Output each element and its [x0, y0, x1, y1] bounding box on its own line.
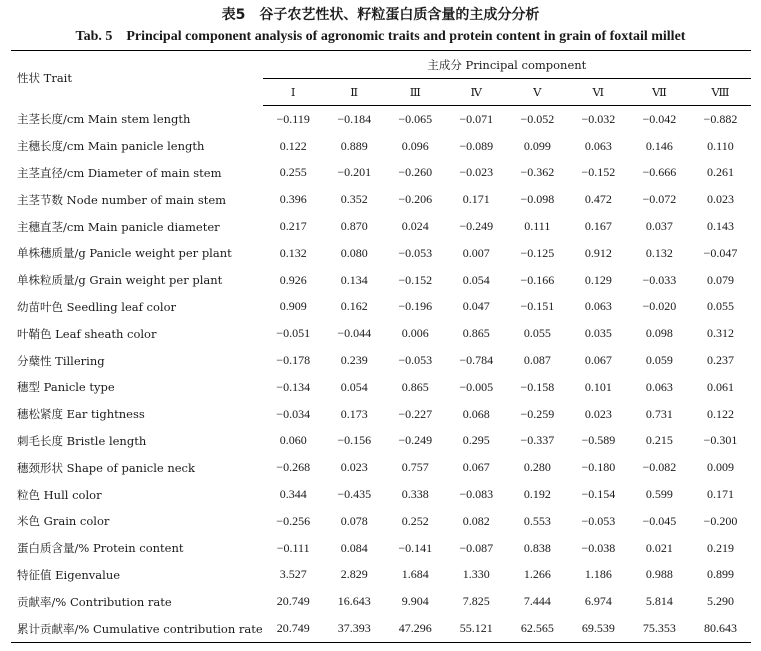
cell-value: 0.171 — [462, 192, 490, 207]
cell-value: 0.146 — [645, 138, 673, 153]
cell-value: −0.337 — [520, 433, 555, 448]
cell-value: 0.167 — [584, 219, 612, 234]
cell-value: −0.044 — [337, 326, 372, 341]
cell-value: 0.023 — [706, 192, 734, 207]
cell-value: −0.020 — [642, 299, 677, 314]
cell-value: 7.825 — [462, 594, 490, 609]
cell-value: 0.078 — [340, 513, 368, 528]
cell-value: 0.122 — [706, 406, 734, 421]
row-label: 刺毛长度 Bristle length — [17, 433, 147, 448]
pca-table — [11, 50, 751, 643]
cell-value: 0.060 — [279, 433, 307, 448]
cell-value: 1.684 — [401, 567, 429, 582]
cell-value: 0.239 — [340, 353, 368, 368]
cell-value: 6.974 — [584, 594, 612, 609]
cell-value: 0.171 — [706, 487, 734, 502]
cell-value: −0.005 — [459, 379, 494, 394]
cell-value: −0.111 — [276, 540, 310, 555]
cell-value: 5.814 — [645, 594, 673, 609]
cell-value: −0.053 — [398, 245, 433, 260]
cell-value: 62.565 — [507, 615, 568, 642]
cell-value: 0.192 — [523, 487, 551, 502]
cell-value: −0.249 — [398, 433, 433, 448]
cell-value: 0.079 — [706, 272, 734, 287]
cell-value: −0.882 — [703, 111, 738, 126]
cell-value: −0.082 — [642, 460, 677, 475]
cell-value: 0.059 — [645, 353, 673, 368]
cell-value: −0.134 — [276, 379, 311, 394]
cell-value: 0.035 — [584, 326, 612, 341]
cell-value: 0.912 — [584, 245, 612, 260]
cell-value: 2.829 — [340, 567, 368, 582]
cell-value: 0.080 — [340, 245, 368, 260]
row-label: 特征值 Eigenvalue — [17, 567, 121, 582]
cell-value: −0.201 — [337, 165, 372, 180]
cell-value: 0.889 — [340, 138, 368, 153]
cell-value: −0.033 — [642, 272, 677, 287]
table-row — [11, 454, 751, 481]
table-title-chinese: 表5 谷子农艺性状、籽粒蛋白质含量的主成分分析 — [221, 7, 540, 23]
cell-value: −0.268 — [276, 460, 311, 475]
cell-value: 9.904 — [401, 594, 429, 609]
cell-value: −0.227 — [398, 406, 433, 421]
row-label: 主茎节数 Node number of main stem — [17, 192, 227, 207]
cell-value: 20.749 — [263, 615, 324, 642]
cell-value: −0.047 — [703, 245, 738, 260]
cell-value: 0.006 — [401, 326, 429, 341]
cell-value: 0.055 — [523, 326, 551, 341]
cell-value: 0.219 — [706, 540, 734, 555]
row-label: 穗型 Panicle type — [17, 380, 115, 395]
cell-value: −0.051 — [276, 326, 311, 341]
cell-value: −0.151 — [520, 299, 555, 314]
cell-value: 5.290 — [706, 594, 734, 609]
row-label: 累计贡献率/% Cumulative contribution rate — [11, 615, 263, 642]
cell-value: 0.087 — [523, 353, 551, 368]
cell-value: −0.180 — [581, 460, 616, 475]
table-row — [11, 106, 751, 133]
cell-value: 0.122 — [279, 138, 307, 153]
cell-value: 0.162 — [340, 299, 368, 314]
cell-value: 0.129 — [584, 272, 612, 287]
cell-value: 0.338 — [401, 487, 429, 502]
row-label: 主茎直径/cm Diameter of main stem — [17, 165, 222, 180]
table-body — [11, 106, 751, 643]
cell-value: 0.054 — [462, 272, 490, 287]
cell-value: 0.082 — [462, 513, 490, 528]
cell-value: 0.865 — [462, 326, 490, 341]
cell-value: 0.865 — [401, 379, 429, 394]
table-row — [11, 267, 751, 294]
cell-value: 0.067 — [462, 460, 490, 475]
cell-value: −0.152 — [398, 272, 433, 287]
cell-value: −0.260 — [398, 165, 433, 180]
cell-value: 16.643 — [337, 594, 371, 609]
row-label: 单株粒质量/g Grain weight per plant — [17, 273, 223, 288]
row-label: 穗松紧度 Ear tightness — [17, 407, 145, 422]
cell-value: −0.071 — [459, 111, 494, 126]
cell-value: −0.184 — [337, 111, 372, 126]
cell-value: 0.084 — [340, 540, 368, 555]
row-label: 主穗长度/cm Main panicle length — [17, 139, 205, 154]
cell-value: 0.061 — [706, 379, 734, 394]
table-title-english: Tab. 5 Principal component analysis of agronomic traits and protein content in grain of foxtail millet — [75, 29, 686, 44]
table-row — [11, 160, 751, 187]
cell-value: −0.023 — [459, 165, 494, 180]
table-row — [11, 213, 751, 240]
cell-value: 0.037 — [645, 219, 673, 234]
row-label: 叶鞘色 Leaf sheath color — [17, 326, 157, 341]
component-header-2: Ⅱ — [324, 79, 385, 106]
cell-value: 0.295 — [462, 433, 490, 448]
cell-value: −0.034 — [276, 406, 311, 421]
cell-value: 0.096 — [401, 138, 429, 153]
cell-value: 0.055 — [706, 299, 734, 314]
table-row — [11, 428, 751, 455]
table-row — [11, 374, 751, 401]
cell-value: −0.249 — [459, 219, 494, 234]
cell-value: 0.838 — [523, 540, 551, 555]
table-row — [11, 294, 751, 321]
cell-value: 0.909 — [279, 299, 307, 314]
row-label: 蛋白质含量/% Protein content — [17, 541, 184, 556]
cell-value: 0.217 — [279, 219, 307, 234]
row-label: 贡献率/% Contribution rate — [17, 594, 172, 609]
cell-value: 0.023 — [584, 406, 612, 421]
cell-value: 0.134 — [340, 272, 368, 287]
cell-value: −0.053 — [398, 353, 433, 368]
cell-value: −0.435 — [337, 487, 372, 502]
cell-value: 0.101 — [584, 379, 612, 394]
cell-value: 0.132 — [645, 245, 673, 260]
cell-value: 0.047 — [462, 299, 490, 314]
cell-value: −0.666 — [642, 165, 677, 180]
cell-value: 0.553 — [523, 513, 551, 528]
cell-value: 0.312 — [706, 326, 734, 341]
cell-value: 0.173 — [340, 406, 368, 421]
row-label: 米色 Grain color — [17, 514, 110, 529]
component-header-1: Ⅰ — [263, 79, 324, 106]
table-row — [11, 508, 751, 535]
cell-value: 0.926 — [279, 272, 307, 287]
table-row — [11, 186, 751, 213]
cell-value: −0.784 — [459, 353, 494, 368]
cell-value: 0.870 — [340, 219, 368, 234]
table-row — [11, 481, 751, 508]
table-row — [11, 401, 751, 428]
cell-value: −0.152 — [581, 165, 616, 180]
table-row — [11, 320, 751, 347]
cell-value: 69.539 — [568, 615, 629, 642]
cell-value: −0.259 — [520, 406, 555, 421]
cell-value: −0.119 — [276, 111, 310, 126]
cell-value: 0.757 — [401, 460, 429, 475]
cell-value: 0.099 — [523, 138, 551, 153]
cell-value: 1.266 — [523, 567, 551, 582]
cell-value: 0.132 — [279, 245, 307, 260]
row-label: 粒色 Hull color — [17, 487, 102, 502]
cell-value: −0.098 — [520, 192, 555, 207]
cell-value: −0.045 — [642, 513, 677, 528]
cell-value: 0.988 — [645, 567, 673, 582]
row-label: 幼苗叶色 Seedling leaf color — [17, 299, 177, 314]
table-row — [11, 535, 751, 562]
cell-value: −0.196 — [398, 299, 433, 314]
cell-value: 0.021 — [645, 540, 673, 555]
cell-value: 0.068 — [462, 406, 490, 421]
cell-value: 20.749 — [276, 594, 310, 609]
component-header-8: Ⅷ — [690, 79, 751, 106]
cell-value: 0.143 — [706, 219, 734, 234]
table-row — [11, 588, 751, 615]
cell-value: 7.444 — [523, 594, 551, 609]
cell-value: −0.158 — [520, 379, 555, 394]
row-label: 单株穗质量/g Panicle weight per plant — [17, 246, 232, 261]
component-header-6: Ⅵ — [568, 79, 629, 106]
cell-value: 0.344 — [279, 487, 307, 502]
cell-value: 0.237 — [706, 353, 734, 368]
cell-value: 0.899 — [706, 567, 734, 582]
table-row — [11, 562, 751, 589]
cell-value: −0.042 — [642, 111, 677, 126]
cell-value: 1.186 — [584, 567, 612, 582]
principal-component-group-header: 主成分 Principal component — [263, 51, 751, 79]
cell-value: 1.330 — [462, 567, 490, 582]
cell-value: 0.255 — [279, 165, 307, 180]
cell-value: 0.472 — [584, 192, 612, 207]
cell-value: −0.154 — [581, 487, 616, 502]
cell-value: 0.067 — [584, 353, 612, 368]
component-header-7: Ⅶ — [629, 79, 690, 106]
cell-value: −0.362 — [520, 165, 555, 180]
cell-value: −0.089 — [459, 138, 494, 153]
cell-value: 0.098 — [645, 326, 673, 341]
cell-value: 0.063 — [645, 379, 673, 394]
row-label: 分蘖性 Tillering — [17, 353, 105, 368]
row-label: 主茎长度/cm Main stem length — [17, 112, 191, 127]
cell-value: 47.296 — [385, 615, 446, 642]
cell-value: −0.125 — [520, 245, 555, 260]
row-label: 主穗直茎/cm Main panicle diameter — [17, 219, 220, 234]
cell-value: −0.206 — [398, 192, 433, 207]
cell-value: 37.393 — [324, 615, 385, 642]
cell-value: 3.527 — [279, 567, 307, 582]
cell-value: 0.054 — [340, 379, 368, 394]
trait-column-header: 性状 Trait — [11, 51, 263, 106]
cell-value: 0.063 — [584, 138, 612, 153]
component-header-5: Ⅴ — [507, 79, 568, 106]
cell-value: −0.087 — [459, 540, 494, 555]
cell-value: 0.110 — [707, 138, 734, 153]
table-row — [11, 133, 751, 160]
cell-value: −0.156 — [337, 433, 372, 448]
cell-value: 0.215 — [645, 433, 673, 448]
cell-value: 0.252 — [401, 513, 429, 528]
cell-value: 0.280 — [523, 460, 551, 475]
cell-value: 0.731 — [645, 406, 673, 421]
cell-value: 0.111 — [524, 219, 551, 234]
row-label: 穗颈形状 Shape of panicle neck — [17, 460, 195, 475]
cell-value: 0.063 — [584, 299, 612, 314]
cell-value: −0.065 — [398, 111, 433, 126]
cell-value: 0.261 — [706, 165, 734, 180]
cell-value: 0.599 — [645, 487, 673, 502]
cell-value: −0.166 — [520, 272, 555, 287]
component-header-3: Ⅲ — [385, 79, 446, 106]
cell-value: 75.353 — [629, 615, 690, 642]
cell-value: −0.200 — [703, 513, 738, 528]
cell-value: 55.121 — [446, 615, 507, 642]
cell-value: −0.052 — [520, 111, 555, 126]
cell-value: −0.141 — [398, 540, 433, 555]
cell-value: 0.009 — [706, 460, 734, 475]
cell-value: −0.256 — [276, 513, 311, 528]
table-row — [11, 347, 751, 374]
cell-value: 80.643 — [690, 615, 751, 642]
table-row — [11, 240, 751, 267]
cell-value: −0.053 — [581, 513, 616, 528]
component-header-4: Ⅳ — [446, 79, 507, 106]
cell-value: 0.023 — [340, 460, 368, 475]
cell-value: −0.589 — [581, 433, 616, 448]
cell-value: 0.396 — [279, 192, 307, 207]
cell-value: −0.301 — [703, 433, 738, 448]
cell-value: −0.178 — [276, 353, 311, 368]
cell-value: −0.083 — [459, 487, 494, 502]
cell-value: −0.032 — [581, 111, 616, 126]
cell-value: 0.024 — [401, 219, 429, 234]
cell-value: −0.072 — [642, 192, 677, 207]
table-row — [11, 615, 751, 642]
cell-value: −0.038 — [581, 540, 616, 555]
cell-value: 0.007 — [462, 245, 490, 260]
cell-value: 0.352 — [340, 192, 368, 207]
